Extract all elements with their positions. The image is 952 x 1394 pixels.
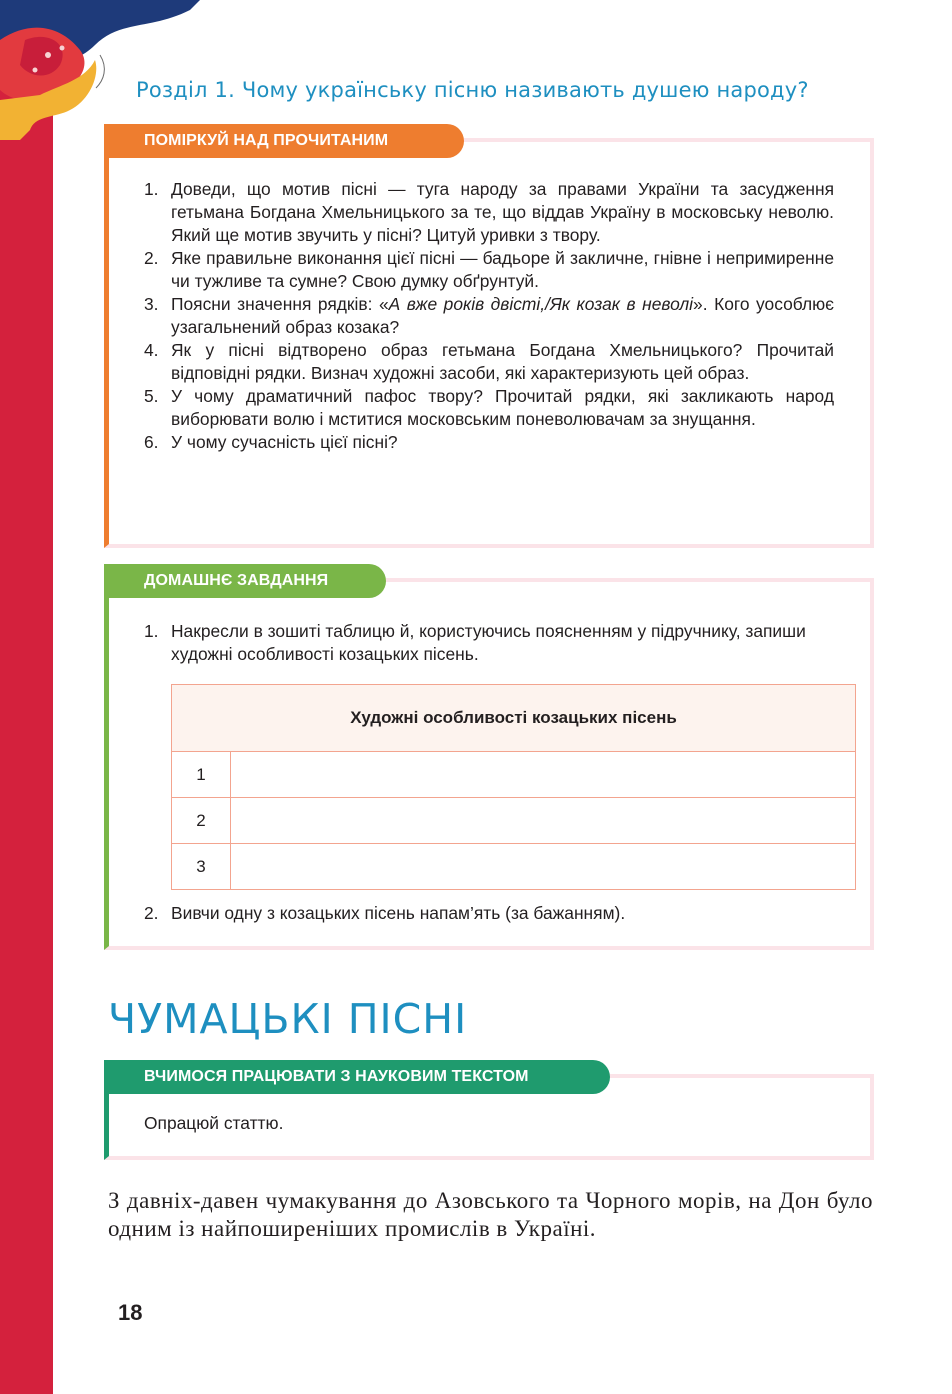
homework-task-1 — [144, 620, 834, 666]
homework-task-2 — [144, 902, 834, 925]
list-item: 6. У чому сучасність цієї пісні? — [144, 432, 398, 452]
list-item: 1. Доведи, що мотив пісні — туга народу за правами України та засудження гетьмана Богдана Хмельницького за те, що віддав Україну в московську неволю. Який ще мотив звучить у пісні? Цитуй уривки з твору. — [144, 179, 834, 245]
table-row: 1 — [172, 752, 856, 798]
empty-cell — [231, 798, 856, 844]
empty-cell — [231, 844, 856, 890]
reflect-tag: ПОМІРКУЙ НАД ПРОЧИТАНИМ — [104, 124, 464, 158]
decorative-ornament — [0, 0, 200, 140]
table-row: 2 — [172, 798, 856, 844]
page-number: 18 — [118, 1300, 143, 1325]
list-item: 2. Яке правильне виконання цієї пісні — бадьоре й закличне, гнівне і непримиренне чи тужливе та сумне? Свою думку обґрунтуй. — [144, 248, 834, 291]
list-item: 5. У чому драматичний пафос твору? Прочитай рядки, які закликають народ виборювати волю і мститися московським поневолювачам за знущання. — [144, 386, 834, 429]
list-item: 1. Накресли в зошиті таблицю й, користуючись поясненням у підручнику, запиши художні особливості козацьких пісень. — [144, 621, 806, 664]
list-item: 2. Вивчи одну з козацьких пісень напам’ять (за бажанням). — [144, 903, 626, 923]
song-quote: А вже років двісті,/Як козак в неволі — [388, 294, 694, 314]
reflect-questions — [144, 178, 834, 454]
table-header: Художні особливості козацьких пісень — [172, 685, 856, 752]
homework-tag: ДОМАШНЄ ЗАВДАННЯ — [104, 564, 386, 598]
features-table — [171, 684, 856, 890]
page-edge-strip — [0, 0, 53, 1394]
body-paragraph: З давніх-давен чумакування до Азовського та Чорного морів, на Дон було одним із найпоширеніших промислів в Україні. — [108, 1188, 873, 1241]
section-title: ЧУМАЦЬКІ ПІСНІ — [108, 995, 468, 1043]
list-item: 3. Поясни значення рядків: «А вже років двісті,/Як козак в неволі». Кого уособлює узагальнений образ козака? — [144, 294, 835, 337]
study-instruction: Опрацюй статтю. — [144, 1113, 284, 1133]
table-row: 3 — [172, 844, 856, 890]
empty-cell — [231, 752, 856, 798]
chapter-title: Розділ 1. Чому українську пісню називають душею народу? — [136, 78, 809, 102]
list-item: 4. Як у пісні відтворено образ гетьмана Богдана Хмельницького? Прочитай відповідні рядки. Визнач художні засоби, які характеризують цей образ. — [144, 340, 834, 383]
study-tag: ВЧИМОСЯ ПРАЦЮВАТИ З НАУКОВИМ ТЕКСТОМ — [104, 1060, 610, 1094]
